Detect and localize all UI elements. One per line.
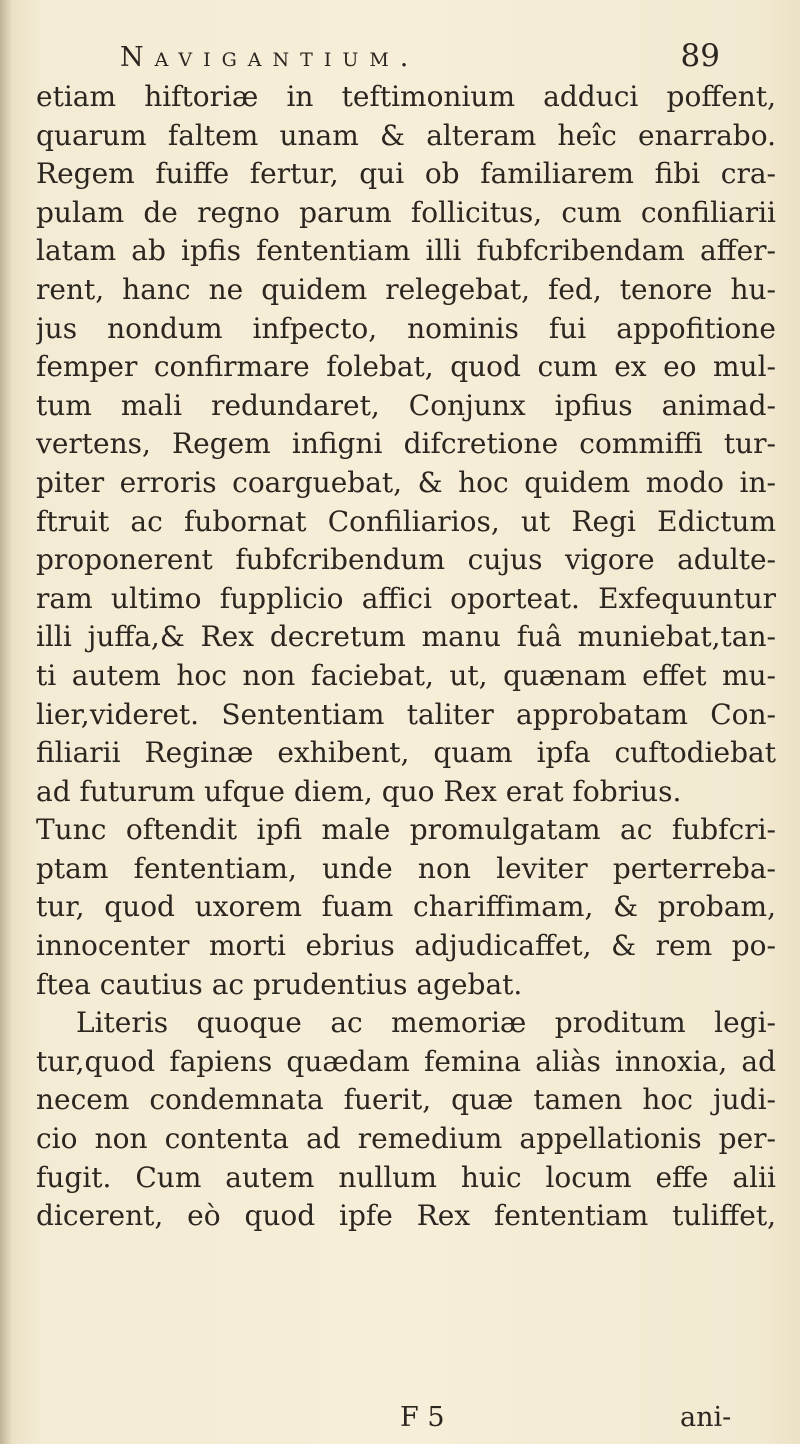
text-line: tur, quod uxorem fuam chariffimam, & probam, bbox=[36, 890, 776, 924]
text-line: ram ultimo fupplicio affici oporteat. Exfequuntur bbox=[36, 581, 776, 615]
text-line: jus nondum infpecto, nominis fui appofitione bbox=[36, 311, 776, 345]
text-line: femper confirmare folebat, quod cum ex eo mul- bbox=[36, 350, 776, 384]
text-line: illi juffa,& Rex decretum manu fuâ muniebat,tan- bbox=[36, 620, 776, 654]
text-line: proponerent fubfcribendum cujus vigore adulte- bbox=[36, 543, 776, 577]
text-line: ftruit ac fubornat Confiliarios, ut Regi Edictum bbox=[36, 504, 776, 538]
catchword: ani- bbox=[680, 1402, 732, 1433]
page-footer bbox=[0, 1402, 800, 1440]
text-line: cio non contenta ad remedium appellationis per- bbox=[36, 1122, 776, 1156]
text-line: dicerent, eò quod ipfe Rex fententiam tuliffet, bbox=[36, 1199, 776, 1233]
text-line: ti autem hoc non faciebat, ut, quænam effet mu- bbox=[36, 658, 776, 692]
text-line: vertens, Regem infigni difcretione commiffi tur- bbox=[36, 427, 776, 461]
text-line: piter erroris coarguebat, & hoc quidem modo in- bbox=[36, 465, 776, 499]
text-line: etiam hiftoriæ in teftimonium adduci poffent, bbox=[36, 80, 776, 113]
text-line: necem condemnata fuerit, quæ tamen hoc judi- bbox=[36, 1083, 776, 1117]
text-line: fugit. Cum autem nullum huic locum effe alii bbox=[36, 1160, 776, 1194]
signature-mark: F 5 bbox=[400, 1402, 445, 1433]
text-line: tum mali redundaret, Conjunx ipfius animad- bbox=[36, 388, 776, 422]
text-line: lier,videret. Sententiam taliter approbatam Con- bbox=[36, 697, 776, 731]
page-header bbox=[120, 38, 720, 78]
paragraph-last-line: ftea cautius ac prudentius agebat. bbox=[36, 967, 523, 1001]
text-line: latam ab ipfis fententiam illi fubfcribendam affer- bbox=[36, 234, 776, 268]
text-line: rent, hanc ne quidem relegebat, fed, tenore hu- bbox=[36, 272, 776, 306]
gutter-shadow bbox=[0, 0, 12, 1444]
text-line: quarum faltem unam & alteram heîc enarrabo. bbox=[36, 118, 776, 152]
running-head: Navigantium. bbox=[120, 42, 420, 73]
text-line: tur,quod fapiens quædam femina aliàs innoxia, ad bbox=[36, 1044, 776, 1078]
text-line: filiarii Reginæ exhibent, quam ipfa cuftodiebat bbox=[36, 736, 776, 770]
text-line: ptam fententiam, unde non leviter perterreba- bbox=[36, 851, 776, 885]
paragraph-first-line: Literis quoque ac memoriæ proditum legi- bbox=[76, 1006, 776, 1040]
text-line: innocenter morti ebrius adjudicaffet, & rem po- bbox=[36, 929, 776, 963]
text-line: ad futurum ufque diem, quo Rex erat fobrius. bbox=[36, 774, 682, 808]
text-line: Tunc oftendit ipfi male promulgatam ac fubfcri- bbox=[36, 813, 776, 847]
text-line: Regem fuiffe fertur, qui ob familiarem fibi cra- bbox=[36, 157, 776, 191]
body-text bbox=[36, 78, 776, 1236]
text-line: pulam de regno parum follicitus, cum confiliarii bbox=[36, 195, 776, 229]
page-number: 89 bbox=[680, 38, 720, 74]
